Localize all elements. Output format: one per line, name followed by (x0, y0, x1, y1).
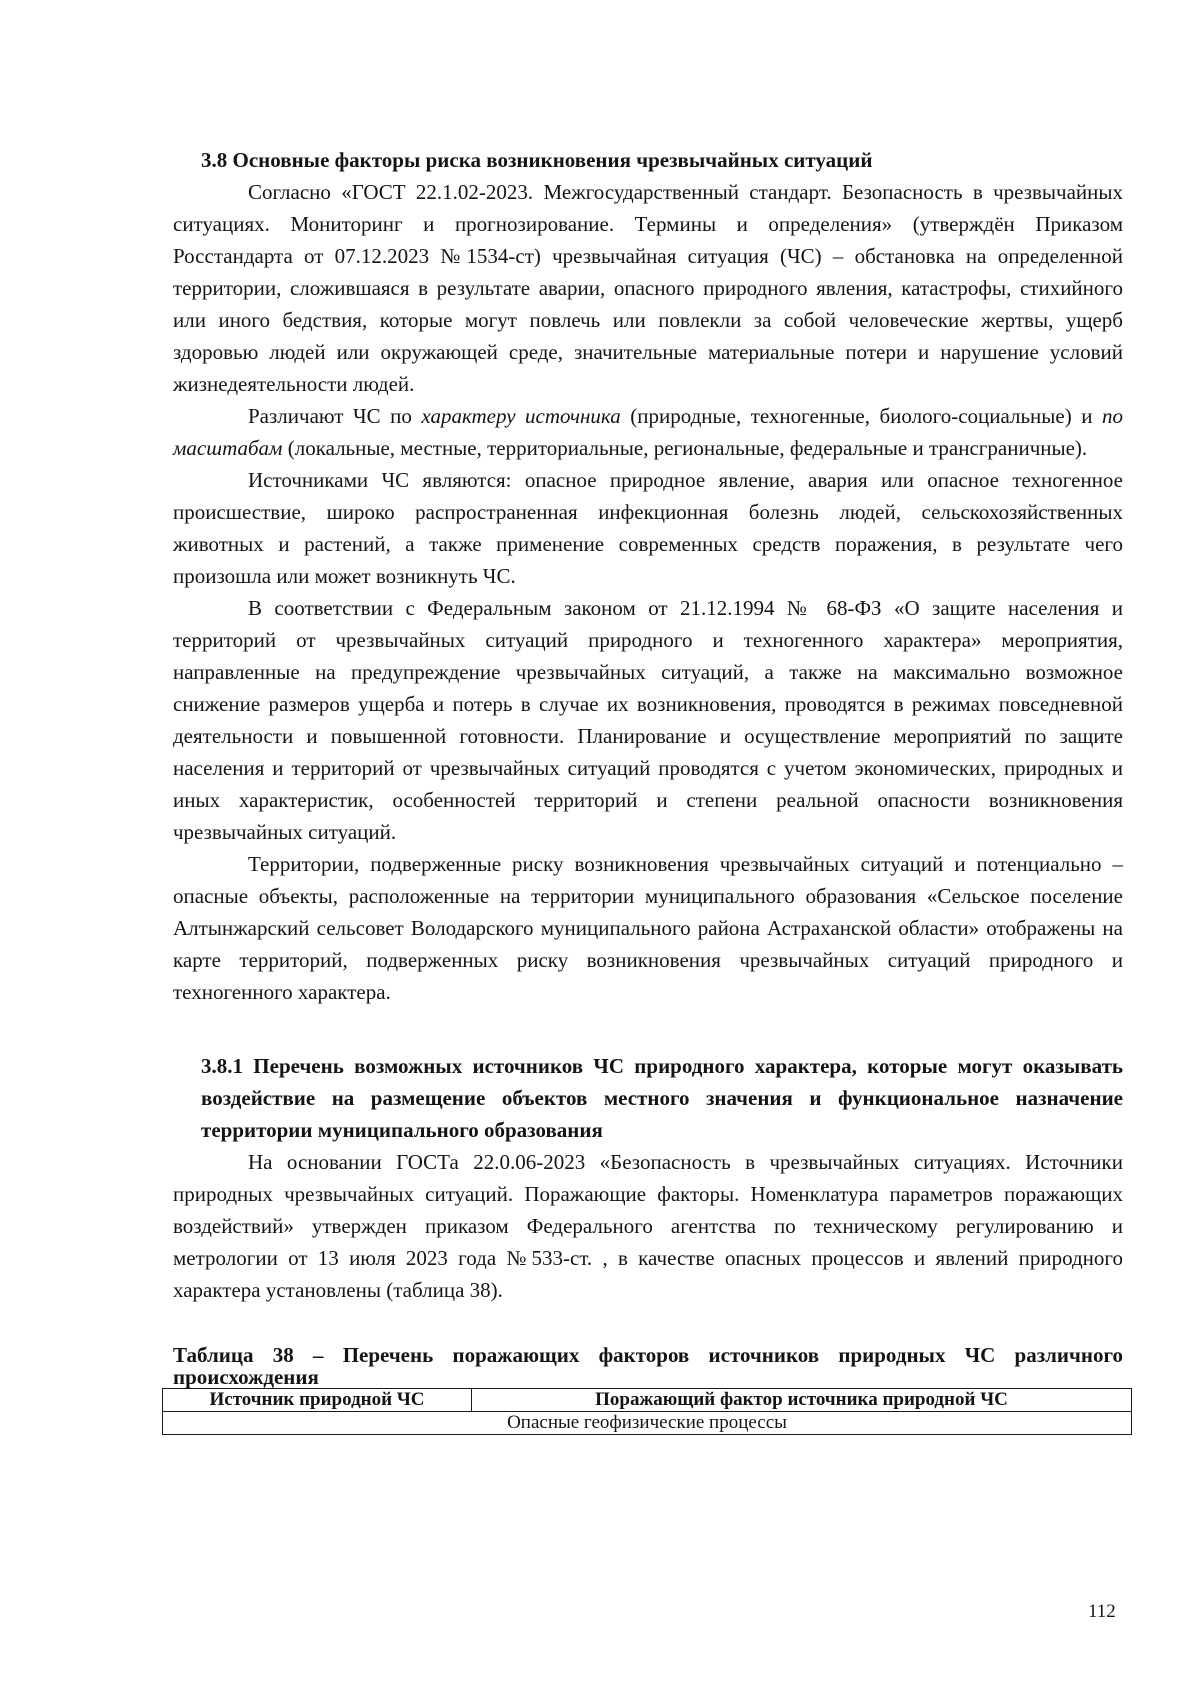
table-header-cell: Поражающий фактор источника природной ЧС (472, 1389, 1132, 1412)
table-caption: Таблица 38 – Перечень поражающих факторов источников природных ЧС различного происхождения (173, 1343, 1123, 1389)
italic-term-scale: по масштабам (173, 404, 1123, 460)
table-header-cell: Источник природной ЧС (163, 1389, 472, 1412)
table-header-row (163, 1389, 1132, 1412)
table-row (163, 1412, 1132, 1435)
italic-term-source-character: характеру источника (421, 404, 621, 428)
paragraph-emergency-classification (173, 400, 1123, 464)
paragraph-federal-law: В соответствии с Федеральным законом от 21.12.1994 № 68-ФЗ «О защите населения и территорий от чрезвычайных ситуаций природного и техногенного характера» мероприятия, направленные на предупреждение чрезвычайных ситуаций, а также на максимально возможное снижение размеров ущерба и потерь в случае их возникновения, проводятся в режимах повседневной деятельности и повышенной готовности. Планирование и осуществление мероприятий по защите населения и территорий от чрезвычайных ситуаций проводятся с учетом экономических, природных и иных характеристик, особенностей территорий и степени реальной опасности возникновения чрезвычайных ситуаций. (173, 596, 1123, 844)
page-number: 112 (1088, 1601, 1116, 1622)
page-content (173, 144, 1123, 1435)
spacer (173, 1008, 1123, 1050)
paragraph-text-fragment: Различают ЧС по (248, 404, 422, 428)
table-group-cell: Опасные геофизические процессы (163, 1412, 1132, 1435)
section-heading-3-8: 3.8 Основные факторы риска возникновения чрезвычайных ситуаций (201, 148, 873, 172)
paragraph-emergency-sources: Источниками ЧС являются: опасное природное явление, авария или опасное техногенное происшествие, широко распространенная инфекционная болезнь людей, сельскохозяйственных животных и растений, а также применение современных средств поражения, в результате чего произошла или может возникнуть ЧС. (173, 468, 1123, 588)
paragraph-text-fragment: (природные, техногенные, биолого-социальные) и (620, 404, 1102, 428)
paragraph-text-fragment: (локальные, местные, территориальные, региональные, федеральные и трансграничные). (282, 436, 1088, 460)
spacer (173, 1306, 1123, 1344)
paragraph-gost-basis: На основании ГОСТа 22.0.06-2023 «Безопасность в чрезвычайных ситуациях. Источники природных чрезвычайных ситуаций. Поражающие факторы. Номенклатура параметров поражающих воздействий» утвержден приказом Федерального агентства по техническому регулированию и метрологии от 13 июля 2023 года №533-ст. , в качестве опасных процессов и явлений природного характера установлены (таблица 38). (173, 1150, 1123, 1302)
section-heading-3-8-1: 3.8.1 Перечень возможных источников ЧС природного характера, которые могут оказывать воздействие на размещение объектов местного значения и функциональное назначение территории муниципального образования (201, 1054, 1123, 1142)
paragraph-risk-territories: Территории, подверженные риску возникновения чрезвычайных ситуаций и потенциально – опасные объекты, расположенные на территории муниципального образования «Сельское поселение Алтынжарский сельсовет Володарского муниципального района Астраханской области» отображены на карте территорий, подверженных риску возникновения чрезвычайных ситуаций природного и техногенного характера. (173, 852, 1123, 1004)
paragraph-emergency-definition: Согласно «ГОСТ 22.1.02-2023. Межгосударственный стандарт. Безопасность в чрезвычайных ситуациях. Мониторинг и прогнозирование. Термины и определения» (утверждён Приказом Росстандарта от 07.12.2023 №1534-ст) чрезвычайная ситуация (ЧС) – обстановка на определенной территории, сложившаяся в результате аварии, опасного природного явления, катастрофы, стихийного или иного бедствия, которые могут повлечь или повлекли за собой человеческие жертвы, ущерб здоровью людей или окружающей среде, значительные материальные потери и нарушение условий жизнедеятельности людей. (173, 180, 1123, 396)
hazard-factors-table (162, 1388, 1132, 1435)
